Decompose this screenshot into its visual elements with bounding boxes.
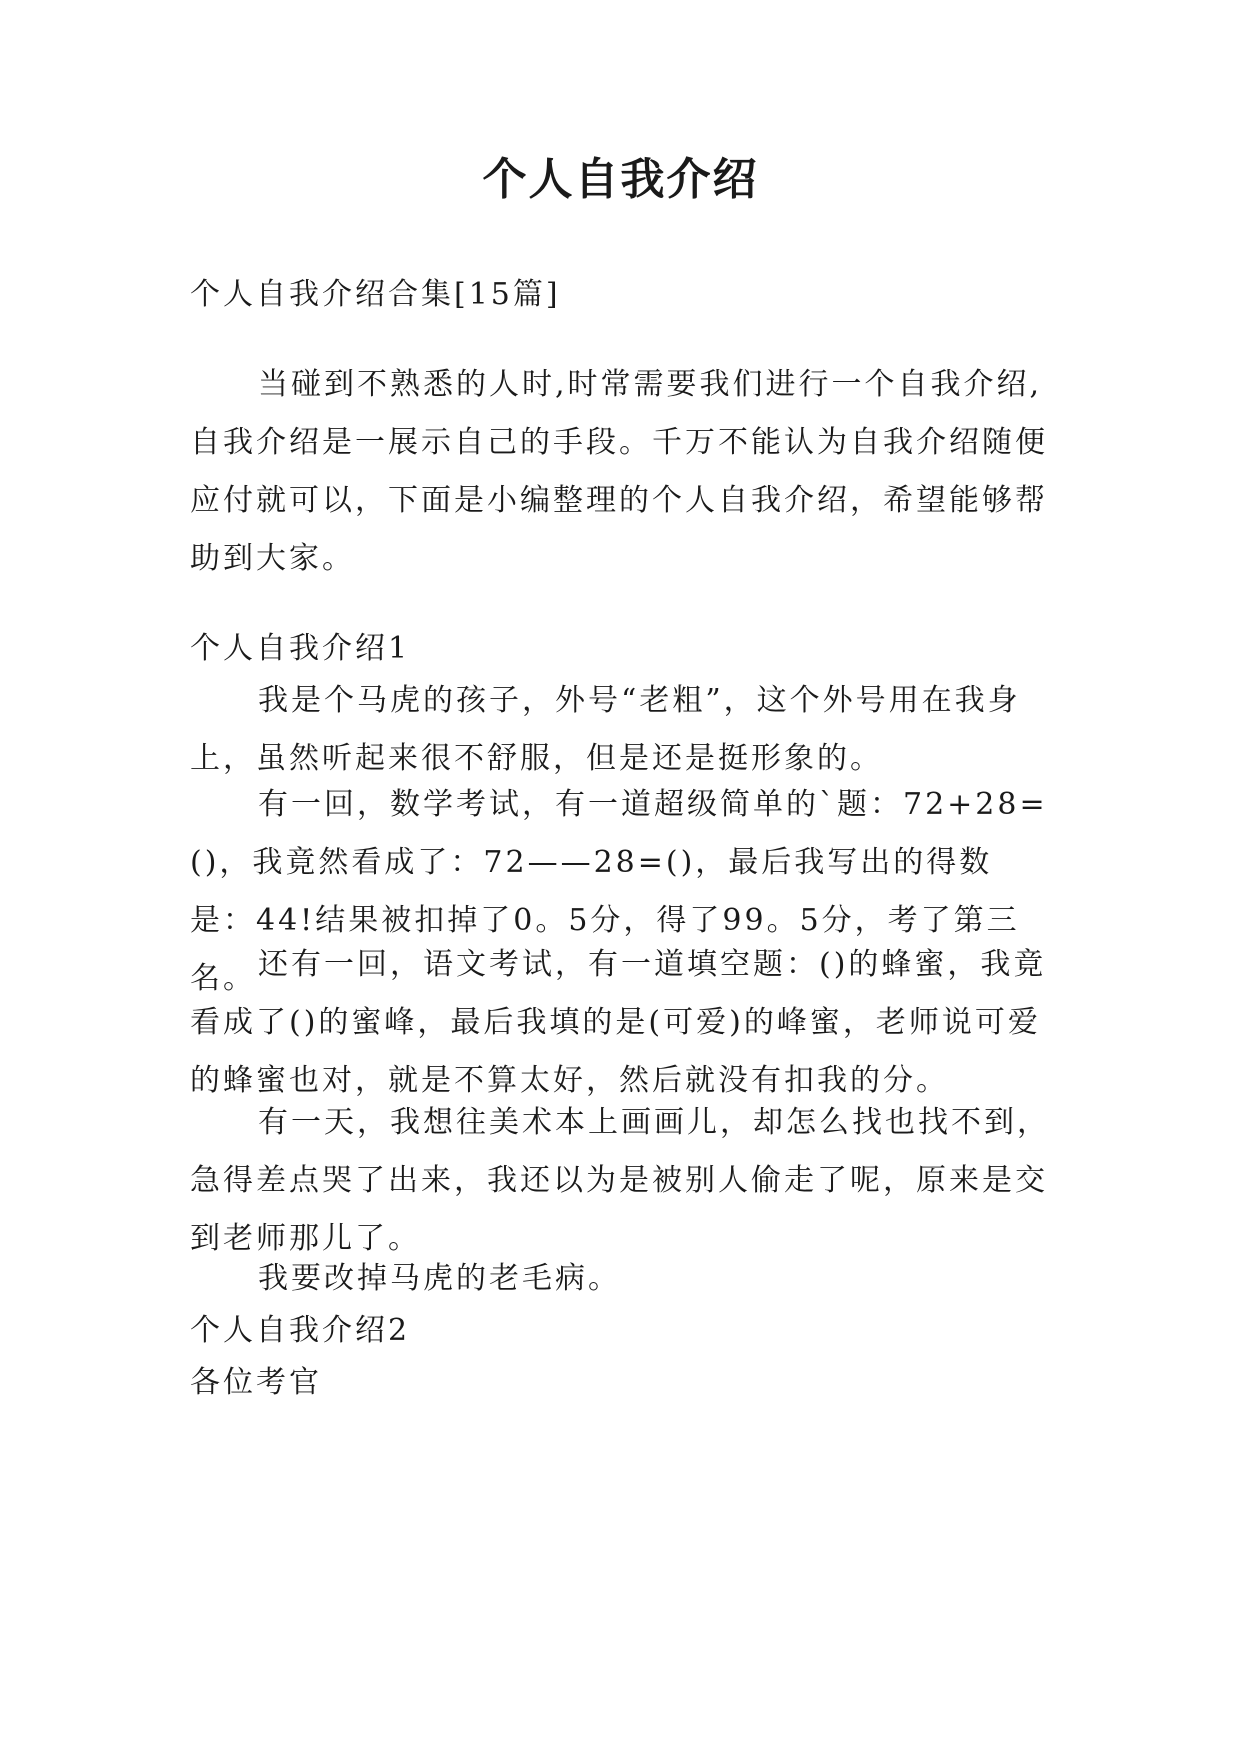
intro-paragraph: 当碰到不熟悉的人时,时常需要我们进行一个自我介绍,自我介绍是一展示自己的手段。千万不能认为自我介绍随便应付就可以，下面是小编整理的个人自我介绍，希望能够帮助到大家。 [190, 367, 1048, 576]
section1-paragraph-4: 有一天，我想往美术本上画画儿，却怎么找也找不到，急得差点哭了出来，我还以为是被别人偷走了呢，原来是交到老师那儿了。 [190, 1105, 1050, 1256]
section1-paragraph-5: 我要改掉马虎的老毛病。 [258, 1261, 621, 1296]
section2-first-line: 各位考官 [190, 1365, 322, 1400]
section1-paragraph-1: 我是个马虎的孩子，外号“老粗”，这个外号用在我身上，虽然听起来很不舒服，但是还是挺形象的。 [190, 683, 1021, 776]
section-heading-1: 个人自我介绍1 [190, 631, 411, 666]
document-title: 个人自我介绍 [482, 154, 759, 205]
section1-paragraph-3: 还有一回，语文考试，有一道填空题：()的蜂蜜，我竟看成了()的蜜峰，最后我填的是(可爱)的峰蜜，老师说可爱的蜂蜜也对，就是不算太好，然后就没有扣我的分。 [190, 947, 1047, 1098]
collection-heading: 个人自我介绍合集[15篇] [190, 277, 561, 312]
section-heading-2: 个人自我介绍2 [190, 1313, 411, 1348]
section1-paragraph-2: 有一回，数学考试，有一道超级简单的`题：72+28=()，我竟然看成了：72——28=()，最后我写出的得数是：44!结果被扣掉了0。5分，得了99。5分，考了第三名。 [190, 787, 1048, 996]
